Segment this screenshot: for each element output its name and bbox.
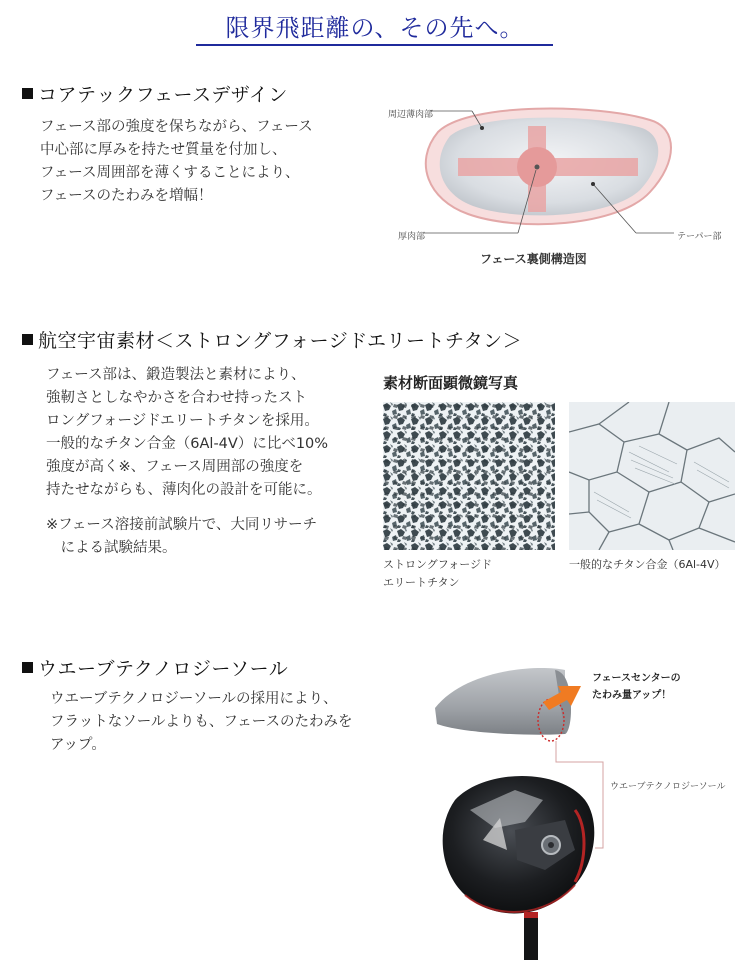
body-line: フェース部は、鍛造製法と素材により、 bbox=[46, 367, 306, 383]
micrograph-left-caption bbox=[383, 556, 492, 592]
wave-sole-illustration bbox=[425, 650, 735, 960]
note-line: による試験結果。 bbox=[46, 540, 177, 556]
label-taper: テーパー部 bbox=[677, 232, 722, 242]
square-bullet-icon bbox=[22, 662, 33, 673]
label-wave-sole: ウエーブテクノロジーソール bbox=[610, 782, 726, 792]
body-line: 強度が高く※、フェース周囲部の強度を bbox=[46, 459, 304, 475]
club-shaft bbox=[524, 912, 538, 960]
section-heading-coretech bbox=[22, 80, 288, 107]
body-line: ウエーブテクノロジーソールの採用により、 bbox=[50, 691, 338, 707]
body-line: 強靭さとしなやかさを合わせ持ったスト bbox=[46, 390, 307, 406]
section-note-material bbox=[46, 514, 317, 560]
callout-face-center bbox=[592, 670, 681, 704]
label-perimeter-thin: 周辺薄肉部 bbox=[388, 110, 434, 120]
section-heading-material bbox=[22, 326, 522, 353]
callout-line: フェースセンターの bbox=[592, 673, 681, 684]
caption-line: ストロングフォージド bbox=[383, 558, 493, 571]
body-line: 中心部に厚みを持たせ質量を付加し、 bbox=[40, 142, 287, 158]
body-line: フェース周囲部を薄くすることにより、 bbox=[40, 165, 300, 181]
square-bullet-icon bbox=[22, 88, 33, 99]
section-body-wave-sole bbox=[50, 688, 352, 757]
body-line: フェースのたわみを増幅！ bbox=[40, 188, 213, 204]
label-thick: 厚肉部 bbox=[398, 232, 426, 242]
micrograph-ti-6al-4v bbox=[569, 402, 735, 550]
section-heading-text: ウエーブテクノロジーソール bbox=[38, 658, 289, 680]
caption-line: エリートチタン bbox=[383, 576, 460, 589]
micrograph-title: 素材断面顕微鏡写真 bbox=[383, 374, 519, 392]
micrograph-strong-forged bbox=[383, 402, 555, 550]
section-body-coretech bbox=[40, 116, 313, 208]
callout-line: たわみ量アップ！ bbox=[592, 690, 672, 701]
thick-center-dot bbox=[535, 165, 540, 170]
section-body-material bbox=[46, 364, 328, 502]
figure-caption-face: フェース裏側構造図 bbox=[480, 252, 587, 266]
body-line: フェース部の強度を保ちながら、フェース bbox=[40, 119, 313, 135]
body-line: アップ。 bbox=[50, 737, 106, 753]
title-underline bbox=[196, 44, 553, 46]
body-line: 一般的なチタン合金（6Al-4V）に比べ10% bbox=[46, 436, 329, 452]
note-line: ※フェース溶接前試験片で、大同リサーチ bbox=[46, 517, 318, 533]
section-heading-text: 航空宇宙素材＜ストロングフォージドエリートチタン＞ bbox=[38, 330, 523, 352]
body-line: フラットなソールよりも、フェースのたわみを bbox=[50, 714, 353, 730]
body-line: 持たせながらも、薄肉化の設計を可能に。 bbox=[46, 482, 322, 498]
page-title: 限界飛距離の、その先へ。 bbox=[225, 14, 525, 42]
micrograph-right-caption: 一般的なチタン合金（6Al-4V） bbox=[569, 558, 726, 571]
section-heading-text: コアテックフェースデザイン bbox=[38, 84, 288, 106]
body-line: ロングフォージドエリートチタンを採用。 bbox=[46, 413, 319, 429]
square-bullet-icon bbox=[22, 334, 33, 345]
section-heading-wave-sole bbox=[22, 654, 288, 681]
